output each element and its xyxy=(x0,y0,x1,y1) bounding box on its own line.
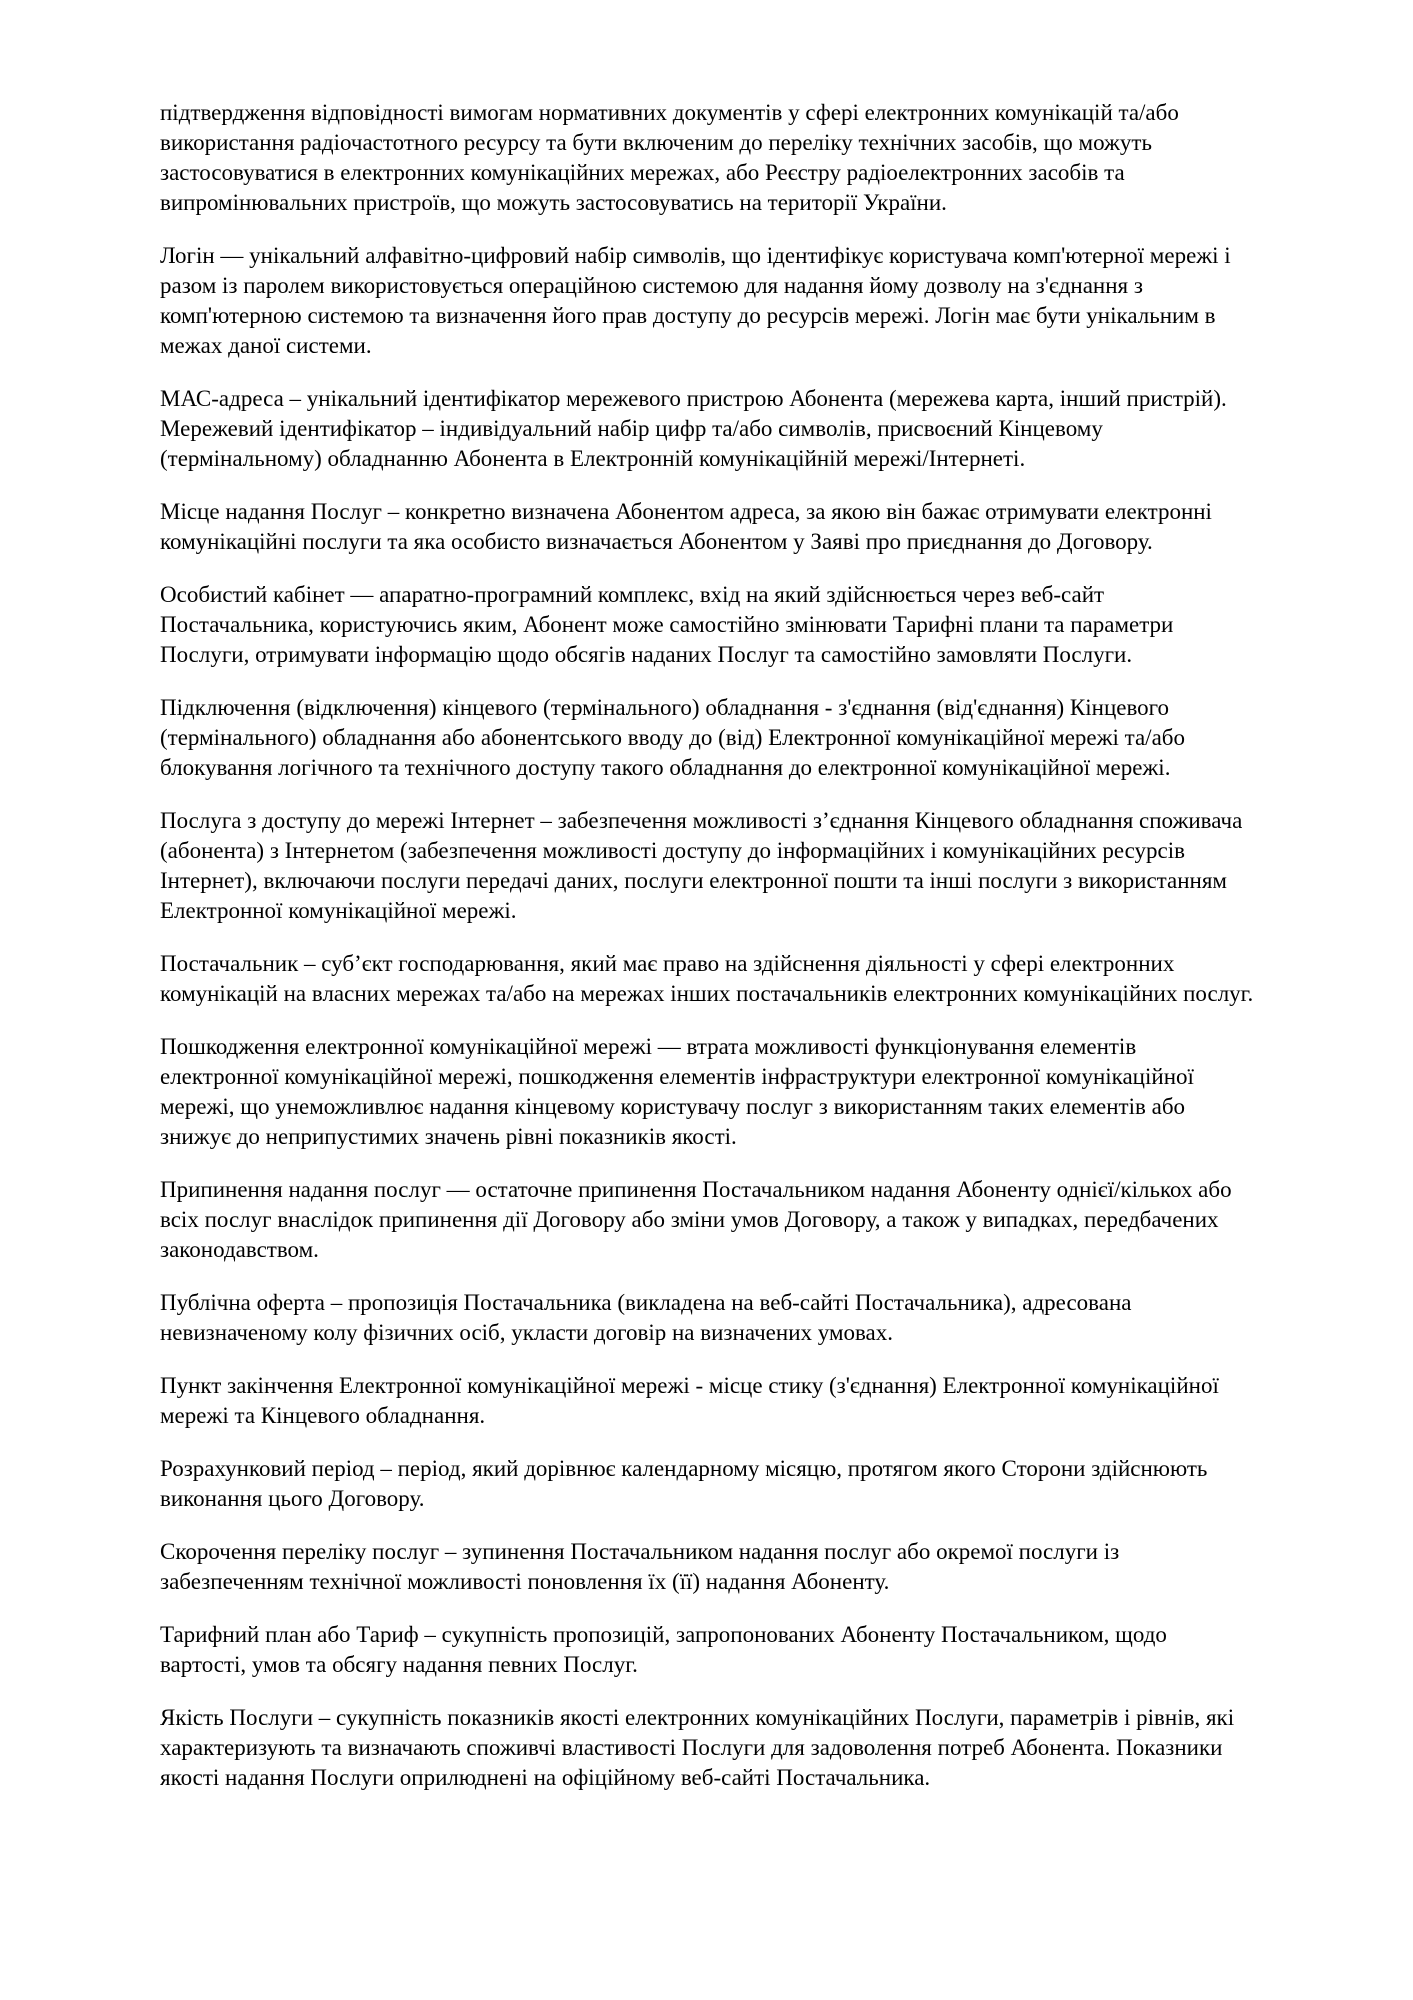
paragraph-mac-address-definition: МАС-адреса – унікальний ідентифікатор мережевого пристрою Абонента (мережева карта, інший пристрій). Мережевий ідентифікатор – індивідуальний набір цифр та/або символів, присвоєний Кінцевому (термінальному) обладнанню Абонента в Електронній комунікаційній мережі/Інтернеті. xyxy=(160,386,1227,471)
paragraph-connection-definition: Підключення (відключення) кінцевого (термінального) обладнання - з'єднання (від'єднання) Кінцевого (термінального) обладнання або абонентського вводу до (від) Електронної комунікаційної мережі та/або блокування логічного та технічного доступу такого обладнання до електронної комунікаційної мережі. xyxy=(160,695,1185,780)
paragraph-service-quality-definition: Якість Послуги – сукупність показників якості електронних комунікаційних Послуги, параметрів і рівнів, які характеризують та визначають споживчі властивості Послуги для задоволення потреб Абонента. Показники якості надання Послуги оприлюднені на офіційному веб-сайті Постачальника. xyxy=(160,1705,1235,1790)
paragraph-internet-access-service-definition: Послуга з доступу до мережі Інтернет – забезпечення можливості з’єднання Кінцевого обладнання споживача (абонента) з Інтернетом (забезпечення можливості доступу до інформаційних і комунікаційних ресурсів Інтернет), включаючи послуги передачі даних, послуги електронної пошти та інші послуги з використанням Електронної комунікаційної мережі. xyxy=(160,808,1243,923)
paragraph-service-termination-definition: Припинення надання послуг — остаточне припинення Постачальником надання Абоненту однієї/кількох або всіх послуг внаслідок припинення дії Договору або зміни умов Договору, а також у випадках, передбачених законодавством. xyxy=(160,1177,1232,1262)
paragraph-service-location-definition: Місце надання Послуг – конкретно визначена Абонентом адреса, за якою він бажає отримувати електронні комунікаційні послуги та яка особисто визначається Абонентом у Заяві про приєднання до Договору. xyxy=(160,499,1212,554)
paragraph-service-reduction-definition: Скорочення переліку послуг – зупинення Постачальником надання послуг або окремої послуги із забезпеченням технічної можливості поновлення їх (її) надання Абоненту. xyxy=(160,1539,1120,1594)
paragraph-network-damage-definition: Пошкодження електронної комунікаційної мережі — втрата можливості функціонування елементів електронної комунікаційної мережі, пошкодження елементів інфраструктури електронної комунікаційної мережі, що унеможливлює надання кінцевому користувачу послуг з використанням таких елементів або знижує до неприпустимих значень рівні показників якості. xyxy=(160,1034,1194,1149)
paragraph-network-endpoint-definition: Пункт закінчення Електронної комунікаційної мережі - місце стику (з'єднання) Електронної комунікаційної мережі та Кінцевого обладнання. xyxy=(160,1373,1219,1428)
paragraph-personal-cabinet-definition: Особистий кабінет — апаратно-програмний комплекс, вхід на який здійснюється через веб-сайт Постачальника, користуючись яким, Абонент може самостійно змінювати Тарифні плани та параметри Послуги, отримувати інформацію щодо обсягів наданих Послуг та самостійно замовляти Послуги. xyxy=(160,582,1174,667)
paragraph-certification-continuation: підтвердження відповідності вимогам нормативних документів у сфері електронних комунікацій та/або використання радіочастотного ресурсу та бути включеним до переліку технічних засобів, що можуть застосовуватися в електронних комунікаційних мережах, або Реєстру радіоелектронних засобів та випромінювальних пристроїв, що можуть застосовуватись на території України. xyxy=(160,100,1179,215)
paragraph-public-offer-definition: Публічна оферта – пропозиція Постачальника (викладена на веб-сайті Постачальника), адресована невизначеному колу фізичних осіб, укласти договір на визначених умовах. xyxy=(160,1290,1132,1345)
paragraph-login-definition: Логін — унікальний алфавітно-цифровий набір символів, що ідентифікує користувача комп'ютерної мережі і разом із паролем використовується операційною системою для надання йому дозволу на з'єднання з комп'ютерною системою та визначення його прав доступу до ресурсів мережі. Логін має бути унікальним в межах даної системи. xyxy=(160,243,1231,358)
paragraph-provider-definition: Постачальник – суб’єкт господарювання, який має право на здійснення діяльності у сфері електронних комунікацій на власних мережах та/або на мережах інших постачальників електронних комунікаційних послуг. xyxy=(160,951,1254,1006)
paragraph-billing-period-definition: Розрахунковий період – період, який дорівнює календарному місяцю, протягом якого Сторони здійснюють виконання цього Договору. xyxy=(160,1456,1208,1511)
paragraph-tariff-plan-definition: Тарифний план або Тариф – сукупність пропозицій, запропонованих Абоненту Постачальником, щодо вартості, умов та обсягу надання певних Послуг. xyxy=(160,1622,1167,1677)
